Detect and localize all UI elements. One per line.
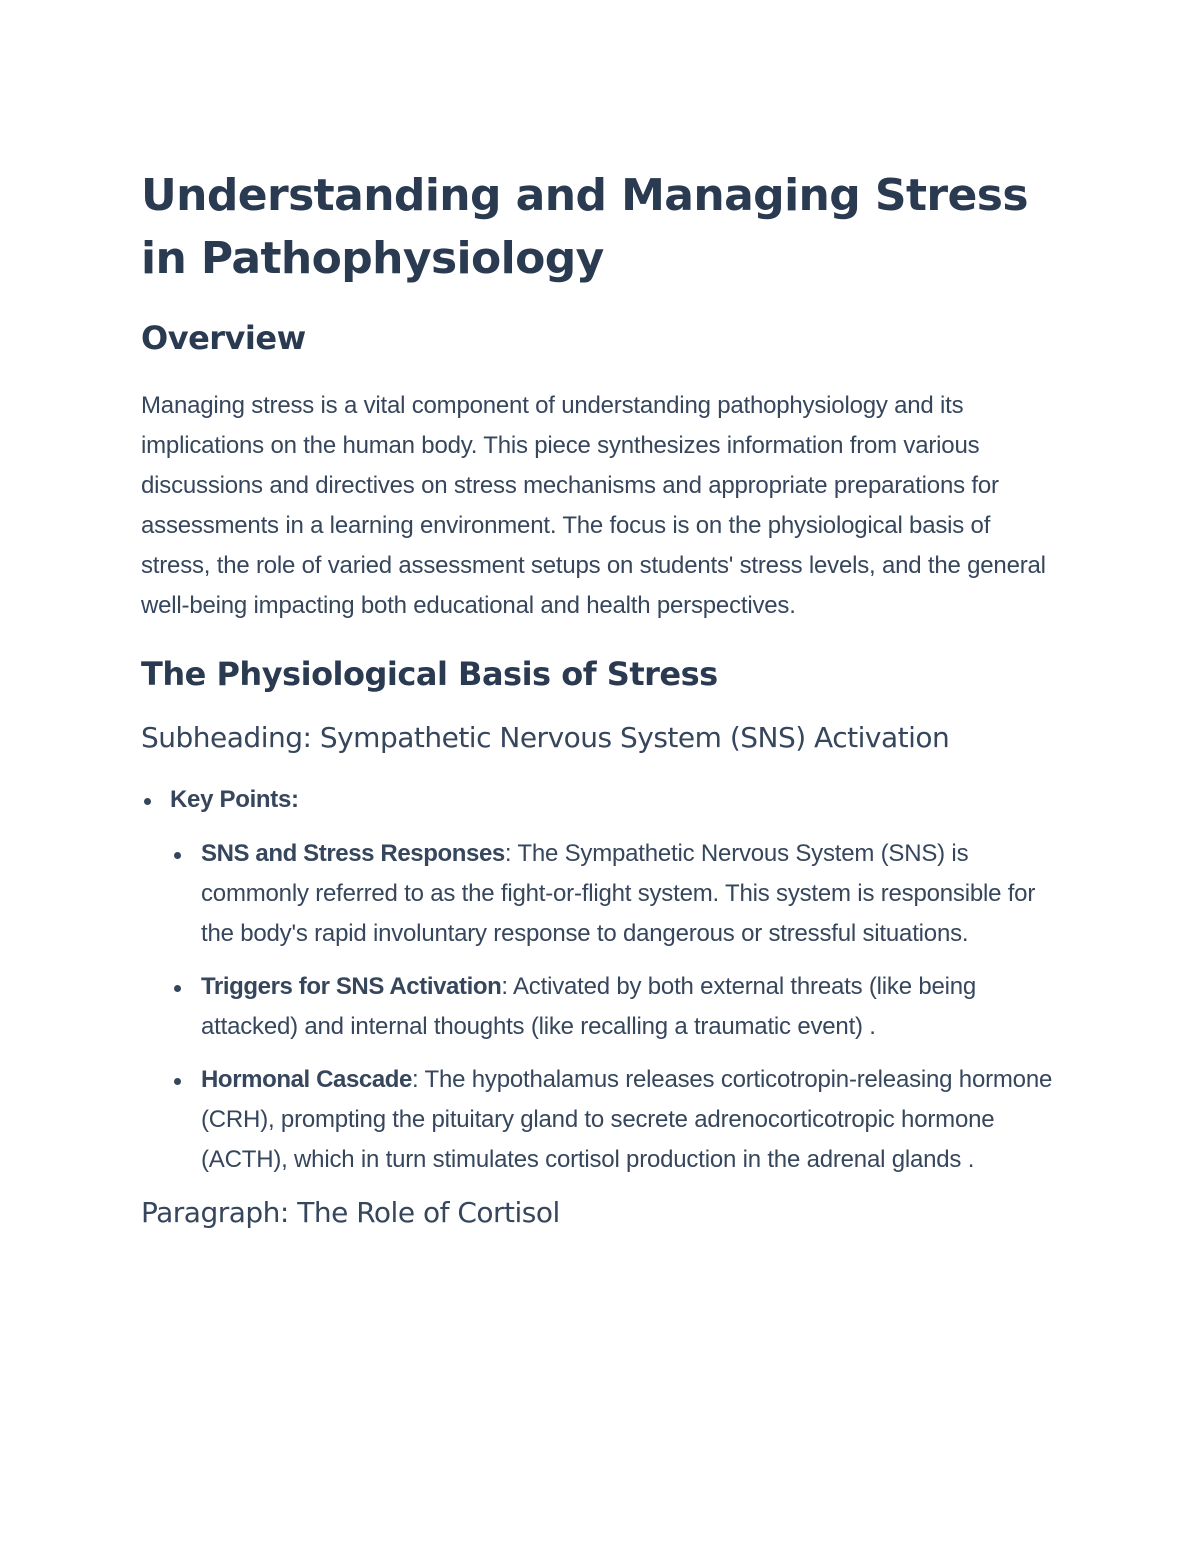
bullet-icon (174, 985, 181, 992)
point-text: : Activated by both external threats (like being attacked) and internal thoughts (like recalling a traumatic event) . (201, 973, 977, 1040)
sns-subheading: Subheading: Sympathetic Nervous System (SNS) Activation (141, 721, 950, 754)
list-item (170, 834, 1061, 954)
document-title: Understanding and Managing Stress in Pathophysiology (141, 170, 1028, 284)
overview-paragraph: Managing stress is a vital component of understanding pathophysiology and its implications on the human body. This piece synthesizes information from various discussions and directives on stress mechanisms and appropriate preparations for assessments in a learning environment. The focus is on the physiological basis of stress, the role of varied assessment setups on students' stress levels, and the general well-being impacting both educational and health perspectives. (141, 392, 1046, 619)
bullet-icon (174, 1078, 181, 1085)
point-term: Hormonal Cascade (201, 1066, 413, 1093)
list-item (170, 1060, 1061, 1180)
bullet-icon (144, 798, 151, 805)
point-text: : The hypothalamus releases corticotropin-releasing hormone (CRH), prompting the pituitary gland to secrete adrenocorticotropic hormone (ACTH), which in turn stimulates cortisol production in the adrenal glands . (201, 1066, 1053, 1173)
key-points-label: Key Points: (170, 786, 299, 813)
list-item (141, 780, 1061, 1180)
key-points-sublist (170, 834, 1061, 1180)
bullet-icon (174, 852, 181, 859)
overview-heading: Overview (141, 319, 306, 357)
physiological-basis-heading: The Physiological Basis of Stress (141, 655, 718, 693)
list-item (170, 967, 1061, 1047)
document-page (141, 164, 1061, 1233)
key-points-list (141, 780, 1061, 1180)
cortisol-heading: Paragraph: The Role of Cortisol (141, 1196, 560, 1229)
point-term: SNS and Stress Responses (201, 840, 505, 867)
point-text: : The Sympathetic Nervous System (SNS) is commonly referred to as the fight-or-flight system. This system is responsible for the body's rapid involuntary response to dangerous or stressful situations. (201, 840, 1036, 947)
point-term: Triggers for SNS Activation (201, 973, 502, 1000)
